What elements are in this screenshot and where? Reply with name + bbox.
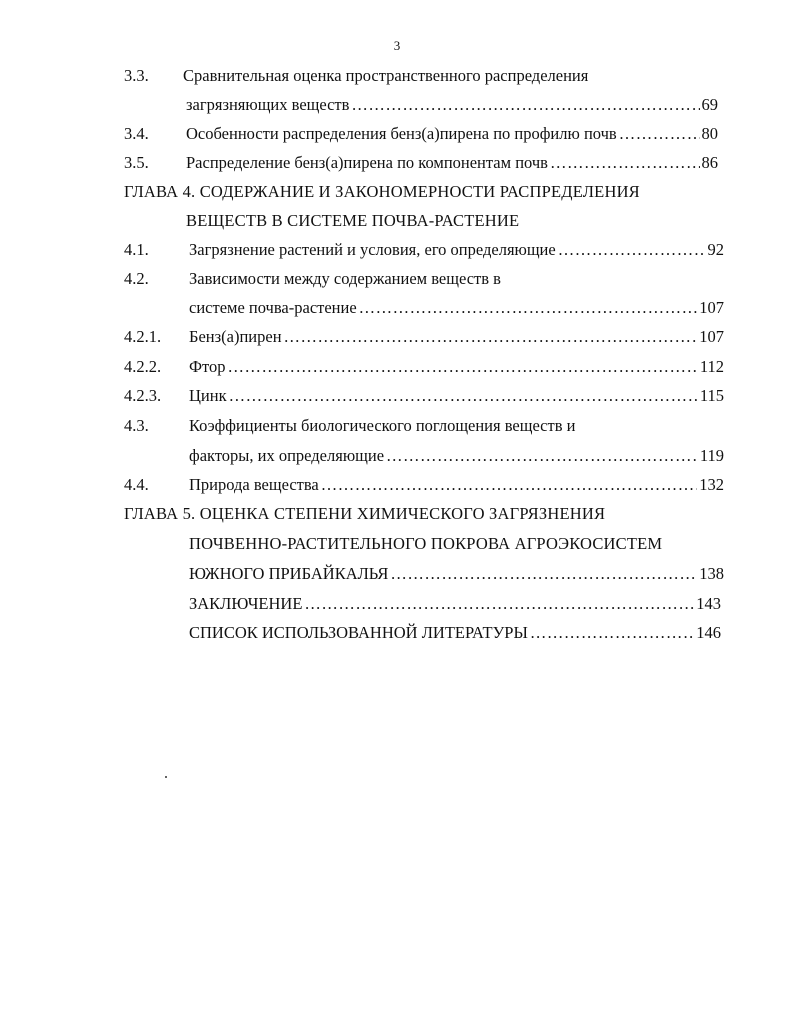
scan-speck bbox=[165, 776, 167, 778]
toc-page-references: 146 bbox=[696, 623, 721, 642]
toc-title-4-2-3: Цинк bbox=[189, 386, 227, 405]
toc-entry-3-4[interactable] bbox=[186, 124, 718, 144]
toc-number-4-4: 4.4. bbox=[124, 475, 149, 494]
dot-leader bbox=[351, 95, 699, 115]
toc-number-4-2-3: 4.2.3. bbox=[124, 386, 162, 405]
toc-page-3-5: 86 bbox=[701, 153, 718, 172]
toc-title-3-3-line1: Сравнительная оценка пространственного распределения bbox=[183, 66, 589, 85]
toc-entry-4-4[interactable] bbox=[189, 475, 724, 495]
toc-number-3-4: 3.4. bbox=[124, 124, 149, 143]
toc-page-4-1: 92 bbox=[707, 240, 724, 259]
toc-title-conclusion: ЗАКЛЮЧЕНИЕ bbox=[189, 594, 303, 613]
toc-number-4-2-1: 4.2.1. bbox=[124, 327, 162, 346]
toc-entry-conclusion[interactable] bbox=[189, 594, 721, 614]
toc-page-4-2: 107 bbox=[699, 298, 724, 317]
toc-page-4-4: 132 bbox=[699, 475, 724, 494]
dot-leader bbox=[359, 298, 698, 318]
chapter-4-title-line1[interactable]: ГЛАВА 4. СОДЕРЖАНИЕ И ЗАКОНОМЕРНОСТИ РАСПРЕДЕЛЕНИЯ bbox=[124, 182, 640, 201]
toc-entry-4-2-2[interactable] bbox=[189, 357, 724, 377]
chapter-5-title-line1[interactable]: ГЛАВА 5. ОЦЕНКА СТЕПЕНИ ХИМИЧЕСКОГО ЗАГРЯЗНЕНИЯ bbox=[124, 504, 606, 523]
chapter-5-title-line2[interactable]: ПОЧВЕННО-РАСТИТЕЛЬНОГО ПОКРОВА АГРОЭКОСИСТЕМ bbox=[189, 534, 663, 553]
toc-title-3-4: Особенности распределения бенз(а)пирена по профилю почв bbox=[186, 124, 617, 143]
dot-leader bbox=[229, 386, 698, 406]
toc-page-4-3: 119 bbox=[699, 446, 724, 465]
toc-number-4-2: 4.2. bbox=[124, 269, 149, 288]
toc-title-4-3-line1: Коэффициенты биологического поглощения веществ и bbox=[189, 416, 576, 435]
dot-leader bbox=[530, 623, 694, 643]
toc-title-4-2-1: Бенз(а)пирен bbox=[189, 327, 282, 346]
dot-leader bbox=[550, 153, 700, 173]
toc-title-4-4: Природа вещества bbox=[189, 475, 319, 494]
dot-leader bbox=[390, 564, 697, 584]
toc-number-4-3: 4.3. bbox=[124, 416, 149, 435]
toc-number-3-3: 3.3. bbox=[124, 66, 149, 85]
toc-entry-4-2[interactable] bbox=[189, 298, 724, 318]
toc-page-chapter-5: 138 bbox=[699, 564, 724, 583]
toc-title-4-3-line2: факторы, их определяющие bbox=[189, 446, 385, 465]
toc-entry-3-5[interactable] bbox=[186, 153, 718, 173]
page-number: 3 bbox=[393, 38, 401, 53]
toc-title-4-2-line1: Зависимости между содержанием веществ в bbox=[189, 269, 501, 288]
toc-title-4-1: Загрязнение растений и условия, его определяющие bbox=[189, 240, 556, 259]
toc-page-4-2-3: 115 bbox=[699, 386, 724, 405]
dot-leader bbox=[558, 240, 706, 260]
toc-title-4-2-line2: системе почва-растение bbox=[189, 298, 357, 317]
toc-page-4-2-2: 112 bbox=[699, 357, 724, 376]
dot-leader bbox=[619, 124, 700, 144]
toc-entry-3-3[interactable] bbox=[186, 95, 718, 115]
toc-number-4-2-2: 4.2.2. bbox=[124, 357, 162, 376]
dot-leader bbox=[228, 357, 698, 377]
dot-leader bbox=[321, 475, 697, 495]
toc-page-4-2-1: 107 bbox=[699, 327, 724, 346]
toc-entry-references[interactable] bbox=[189, 623, 721, 643]
dot-leader bbox=[304, 594, 694, 614]
toc-number-3-5: 3.5. bbox=[124, 153, 149, 172]
toc-title-references: СПИСОК ИСПОЛЬЗОВАННОЙ ЛИТЕРАТУРЫ bbox=[189, 623, 528, 642]
chapter-4-title-line2[interactable]: ВЕЩЕСТВ В СИСТЕМЕ ПОЧВА-РАСТЕНИЕ bbox=[186, 211, 520, 230]
chapter-5-title-line3: ЮЖНОГО ПРИБАЙКАЛЬЯ bbox=[189, 564, 389, 583]
dot-leader bbox=[284, 327, 698, 347]
toc-number-4-1: 4.1. bbox=[124, 240, 149, 259]
toc-title-3-3-line2: загрязняющих веществ bbox=[186, 95, 350, 114]
toc-entry-4-2-3[interactable] bbox=[189, 386, 724, 406]
toc-page-3-3: 69 bbox=[701, 95, 718, 114]
toc-page-conclusion: 143 bbox=[696, 594, 721, 613]
dot-leader bbox=[386, 446, 698, 466]
toc-title-4-2-2: Фтор bbox=[189, 357, 226, 376]
toc-entry-4-2-1[interactable] bbox=[189, 327, 724, 347]
toc-entry-4-3[interactable] bbox=[189, 446, 724, 466]
toc-entry-4-1[interactable] bbox=[189, 240, 724, 260]
toc-entry-chapter-5[interactable] bbox=[189, 564, 724, 584]
toc-title-3-5: Распределение бенз(а)пирена по компонентам почв bbox=[186, 153, 548, 172]
toc-page-3-4: 80 bbox=[701, 124, 718, 143]
